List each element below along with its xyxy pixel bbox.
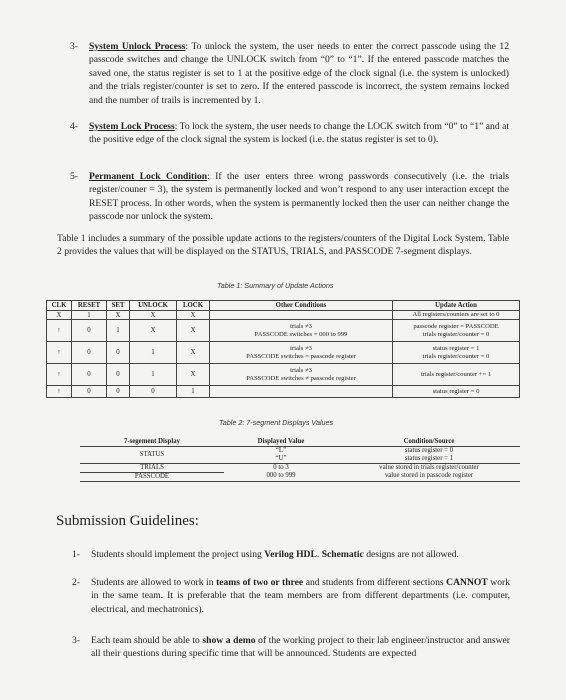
- display-values-table: [80, 438, 520, 482]
- table-cell: STATUS: [80, 446, 224, 463]
- column-header: CLK: [47, 301, 72, 311]
- table-cell: X: [177, 320, 210, 342]
- table-cell: TRIALS: [80, 463, 224, 472]
- text-run: .: [316, 549, 322, 560]
- text-run: show a demo: [202, 635, 256, 646]
- table-cell: 0: [72, 320, 107, 342]
- table-cell: ↑: [47, 386, 72, 398]
- table-cell: 0: [72, 364, 107, 386]
- list-item-text: : To lock the system, the user needs to change the LOCK switch from “0” to “1” and at the positive edge of the clock signal the system is locked (i.e. the status register is set to 0).: [89, 121, 510, 146]
- table-cell: X: [177, 342, 210, 364]
- column-header: Other Conditions: [210, 301, 393, 311]
- text-run: Each team should be able to: [91, 635, 203, 646]
- table-cell: 0: [107, 342, 130, 364]
- table-cell: 0 to 3: [273, 463, 289, 471]
- table-cell: value stored in passcode register: [338, 472, 520, 481]
- table-cell: “L”: [275, 446, 287, 454]
- table-cell: status register = 0: [393, 386, 520, 398]
- text-run: teams of two or three: [216, 577, 304, 588]
- text-run: and students from different sections: [303, 577, 447, 588]
- table-cell: X: [130, 311, 177, 320]
- table-cell: 0: [72, 386, 107, 398]
- table-cell: [210, 311, 393, 320]
- list-number: 3-: [72, 635, 80, 646]
- table-cell: ↑: [47, 342, 72, 364]
- table-row: [80, 472, 520, 481]
- guideline-item: [72, 634, 510, 661]
- list-item-permanent-lock: [70, 170, 509, 224]
- table-header-row: [80, 438, 520, 446]
- list-item-title: Permanent Lock Condition: [89, 171, 208, 182]
- list-number: 5-: [70, 171, 78, 182]
- update-actions-table: [46, 300, 520, 398]
- table-cell: trials ≠3 PASSCODE switches = 000 to 999: [210, 320, 393, 342]
- table-cell: status register = 1: [338, 455, 520, 463]
- list-item-title: System Lock Process: [89, 121, 175, 132]
- table-cell: X: [107, 311, 130, 320]
- table-cell: X: [177, 364, 210, 386]
- table-cell: trials ≠3 PASSCODE switches = passcode register: [210, 342, 393, 364]
- text-run: of the working project to their lab engineer/instructor and answer all their questions during specific time that will be announced. Students are expected: [91, 635, 510, 660]
- table-cell: All registers/counters are set to 0: [393, 311, 520, 320]
- table1-caption: Table 1: Summary of Update Actions: [217, 281, 334, 290]
- table-cell: 1: [130, 342, 177, 364]
- table-row: [80, 463, 520, 472]
- table-cell: X: [130, 320, 177, 342]
- table-cell: 1: [72, 311, 107, 320]
- table-row: [47, 364, 520, 386]
- column-header: LOCK: [177, 301, 210, 311]
- text-run: CANNOT: [446, 577, 488, 588]
- table-row: [47, 320, 520, 342]
- column-header: RESET: [72, 301, 107, 311]
- table-cell: 1: [107, 320, 130, 342]
- table-row: [47, 386, 520, 398]
- table-cell: trials ≠3 PASSCODE switches ≠ passcode register: [210, 364, 393, 386]
- list-number: 4-: [70, 121, 78, 132]
- list-number: 1-: [72, 549, 80, 560]
- table-cell: 1: [130, 364, 177, 386]
- column-header: SET: [107, 301, 130, 311]
- column-header: UNLOCK: [130, 301, 177, 311]
- table-cell: passcode register = PASSCODE trials register/counter = 0: [393, 320, 520, 342]
- text-run: designs are not allowed.: [363, 549, 459, 560]
- table-cell: status register = 1 trials register/counter = 0: [393, 342, 520, 364]
- table-header-row: [47, 301, 520, 311]
- column-header: Displayed Value: [224, 438, 338, 446]
- column-header: Condition/Source: [338, 438, 520, 446]
- guideline-item: [72, 548, 510, 561]
- table-cell: ↑: [47, 364, 72, 386]
- table-row: [47, 311, 520, 320]
- column-header: Update Action: [393, 301, 520, 311]
- summary-paragraph: Table 1 includes a summary of the possible update actions to the registers/counters of the Digital Lock System. Table 2 provides the values that will be displayed on the STATUS, TRIALS, and PASSCODE 7-segment displays.: [57, 233, 509, 257]
- table-cell: [210, 386, 393, 398]
- list-item-text: : If the user enters three wrong passwords consecutively (i.e. the trials register/couner = 3), the system is permanently locked and won’t respond to any user interaction except the RESET process. In other words, when the system is permanently locked then the user can neither change the passcode nor unlock the system.: [89, 171, 509, 223]
- table-cell: 0: [107, 364, 130, 386]
- table-cell: 000 to 999: [224, 472, 338, 481]
- guideline-item: [72, 576, 510, 616]
- table-cell: PASSCODE: [80, 472, 224, 481]
- table-row: [47, 342, 520, 364]
- list-item-title: System Unlock Process: [89, 41, 186, 52]
- text-run: Verilog HDL: [264, 549, 317, 560]
- table-cell: value stored in trials register/counter: [379, 463, 479, 471]
- text-run: work in the same team. It is preferable that the team members are from different departments (i.e. computer, electrical, and mechatronics).: [91, 577, 510, 615]
- list-item-text: : To unlock the system, the user needs to enter the correct passcode using the 12 passcode switches and change the UNLOCK switch from “0” to “1”. If the entered passcode matches the saved one, the status register is set to 1 at the positive edge of the clock signal (i.e. the system is unlocked) and the trials register/counter is set to zero. If the entered passcode is incorrect, the system remains locked and the number of trails is incremented by 1.: [89, 41, 509, 106]
- table-cell: X: [177, 311, 210, 320]
- table-cell: trials register/counter += 1: [393, 364, 520, 386]
- list-number: 3-: [70, 41, 78, 52]
- table-cell: status register = 0: [404, 446, 454, 454]
- text-run: Students are allowed to work in: [91, 577, 217, 588]
- table-cell: “U”: [224, 455, 338, 463]
- text-run: Students should implement the project using: [91, 549, 265, 560]
- text-run: Schematic: [321, 549, 364, 560]
- table-cell: 0: [107, 386, 130, 398]
- list-item-unlock: [70, 40, 509, 107]
- list-item-lock: [70, 120, 509, 147]
- table-cell: 1: [177, 386, 210, 398]
- table-cell: 0: [72, 342, 107, 364]
- table2-caption: Table 2: 7-segment Displays Values: [219, 418, 334, 427]
- section-heading: Submission Guidelines:: [56, 513, 199, 529]
- table-cell: ↑: [47, 320, 72, 342]
- table-cell: 0: [130, 386, 177, 398]
- table-cell: X: [47, 311, 72, 320]
- table-row: [80, 446, 520, 454]
- list-number: 2-: [72, 577, 80, 588]
- column-header: 7-segement Display: [80, 438, 224, 446]
